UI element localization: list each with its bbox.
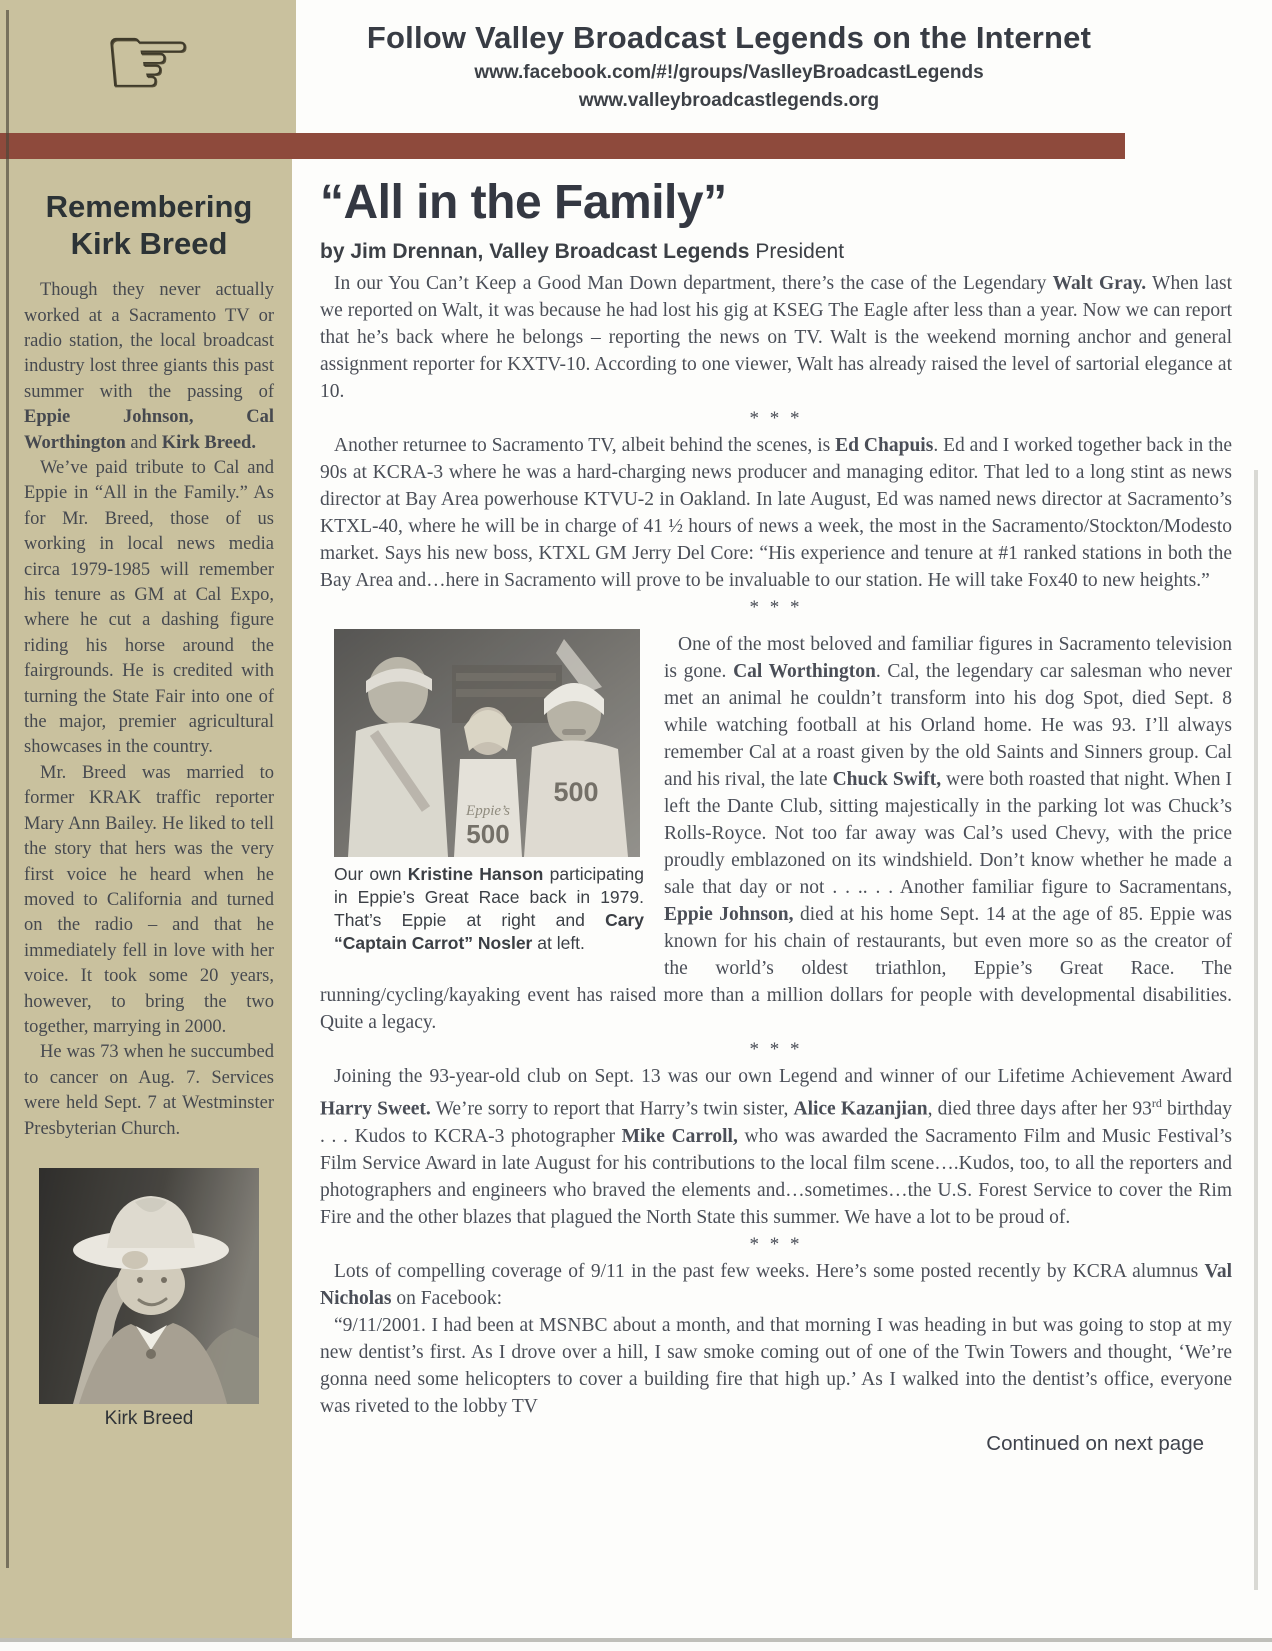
- section-separator: * * *: [749, 408, 803, 429]
- website-url: www.valleybroadcastlegends.org: [578, 90, 880, 111]
- article-byline: by Jim Drennan, Valley Broadcast Legends President: [320, 240, 845, 263]
- photo-text-wrap: [320, 621, 1232, 1036]
- sidebar-paragraph: Mr. Breed was married to former KRAK traffic reporter Mary Ann Bailey. He liked to tell the story that hers was the very first voice he heard when he moved to California and turned on the radio – and that he immediately fell in love with her voice. It took some 20 years, however, to bring the two together, marrying in 2000.: [24, 762, 274, 1037]
- scan-edge-right: [1254, 470, 1258, 1590]
- article-main: [292, 159, 1272, 1638]
- sidebar-heading: Remembering Kirk Breed: [45, 189, 253, 261]
- section-separator: * * *: [749, 597, 803, 618]
- article-paragraph-cal-eppie: One of the most beloved and familiar figures in Sacramento television is gone. Cal Worthington. Cal, the legendary car salesman who never met an animal he couldn’t transform into his dog Spot, died Sept. 8 while watching football at his Orland home. He was 93. I’ll always remember Cal at a roast given by the old Saints and Sinners group. Cal and his rival, the late Chuck Swift, were both roasted that night. When I left the Dante Club, sitting majestically in the parking lot was Chuck’s Rolls-Royce. Not too far away was Cal’s used Chevy, with the price proudly emblazoned on its windshield. Don’t know whether he made a sale that day or not . . .. . . Another familiar figure to Sacramentans, Eppie Johnson, died at his home Sept. 14 at the age of 85. Eppie was known for his chain of restaurants, but even more so as the creator of the world’s oldest triathlon, Eppie’s Great Race. The running/cycling/kayaking event has raised more than a million dollars for people with developmental disabilities. Quite a legacy.: [320, 634, 1233, 1033]
- article-paragraph-ed-chapuis: Another returnee to Sacramento TV, albeit behind the scenes, is Ed Chapuis. Ed and I worked together back in the 90s at KCRA-3 where he was a hard-charging news producer and managing editor. That led to a long stint as news director at Bay Area powerhouse KTVU-2 in Oakland. In late August, Ed was named news director at Sacramento’s KTXL-40, where he will be in charge of 41 ½ hours of news a week, the most in the Sacramento/Stockton/Modesto market. Says his new boss, KTXL GM Jerry Del Core: “His experience and tenure at #1 ranked stations in both the Bay Area and…here in Sacramento will prove to be invaluable to our station. He will take Fox40 to new heights.”: [320, 435, 1233, 591]
- masthead: [0, 0, 1272, 133]
- facebook-url: www.facebook.com/#!/groups/VaslleyBroadcastLegends: [474, 62, 984, 83]
- article-paragraph-911-quote: “9/11/2001. I had been at MSNBC about a month, and that morning I was heading in but was going to stop at my new dentist’s first. As I drove over a hill, I saw smoke coming out of one of the Twin Towers and thought, ‘We’re gonna need some helicopters to cover a building fire that high up.’ As I walked into the dentist’s office, everyone was riveted to the lobby TV: [320, 1314, 1232, 1417]
- article-title: “All in the Family”: [320, 176, 727, 229]
- race-shirt-text: Eppie’s: [466, 803, 510, 819]
- sidebar-paragraph: Though they never actually worked at a Sacramento TV or radio station, the local broadcast industry lost three giants this past summer with the passing of Eppie Johnson, Cal Worthington and Kirk Breed.: [24, 280, 274, 453]
- section-separator: * * *: [749, 1039, 803, 1060]
- continued-note: Continued on next page: [986, 1431, 1204, 1455]
- masthead-title: Follow Valley Broadcast Legends on the Internet: [366, 20, 1092, 55]
- scan-edge-left: [6, 10, 9, 1568]
- section-separator: * * *: [749, 1233, 803, 1255]
- race-bib-number: 500: [553, 777, 599, 807]
- masthead-text: [296, 0, 1162, 133]
- race-photo: [334, 629, 644, 955]
- sidebar-paragraph: He was 73 when he succumbed to cancer on Aug. 7. Services were held Sept. 7 at Westminster Presbyterian Church.: [24, 1042, 274, 1139]
- article-paragraph-harry-sweet: Joining the 93-year-old club on Sept. 13 was our own Legend and winner of our Lifetime Achievement Award Harry Sweet. We’re sorry to report that Harry’s twin sister, Alice Kazanjian, died three days after her 93rd birthday . . . Kudos to KCRA-3 photographer Mike Carroll, who was awarded the Sacramento Film and Music Festival’s Film Service Award in late August for his contributions to the local film scene….Kudos, too, to all the reporters and photographers and engineers who braved the elements and…sometimes…the U.S. Forest Service to cover the Rim Fire and the other blazes that plagued the North State this summer. We have a lot to be proud of.: [320, 1066, 1232, 1228]
- sidebar-remembering-kirk-breed: [0, 159, 292, 1638]
- sidebar-paragraph: We’ve paid tribute to Cal and Eppie in “All in the Family.” As for Mr. Breed, those of us working in local news media circa 1979-1985 will remember his tenure as GM at Cal Expo, where he cut a dashing figure riding his horse around the fairgrounds. He is credited with turning the State Fair into one of the major, premier agricultural showcases in the country.: [24, 458, 274, 758]
- race-photo-image: [334, 629, 640, 857]
- content-columns: [0, 159, 1272, 1638]
- race-photo-caption: Our own Kristine Hanson participating in Eppie’s Great Race back in 1979. That’s Eppie at right and Cary “Captain Carrot” Nosler at left.: [334, 864, 644, 953]
- kirk-photo-caption: Kirk Breed: [104, 1407, 194, 1429]
- divider-bar: [0, 133, 1125, 159]
- scan-bottom-margin: [0, 1642, 1272, 1651]
- kirk-breed-photo: [39, 1168, 259, 1430]
- hand-block: [0, 0, 296, 133]
- article-paragraph-val-nicholas-intro: Lots of compelling coverage of 9/11 in the past few weeks. Here’s some posted recently by KCRA alumnus Val Nicholas on Facebook:: [320, 1260, 1232, 1309]
- race-bib-number: 500: [466, 819, 510, 849]
- pointing-hand-icon: ☞: [101, 0, 195, 122]
- article-paragraph-walt-gray: In our You Can’t Keep a Good Man Down department, there’s the case of the Legendary Walt Gray. When last we reported on Walt, it was because he had lost his gig at KSEG The Eagle after less than a year. Now we can report that he’s back where he belongs – reporting the news on TV. Walt is the weekend morning anchor and general assignment reporter for KXTV-10. According to one viewer, Walt has already raised the level of sartorial elegance at 10.: [320, 273, 1232, 402]
- kirk-breed-photo-image: [39, 1168, 259, 1404]
